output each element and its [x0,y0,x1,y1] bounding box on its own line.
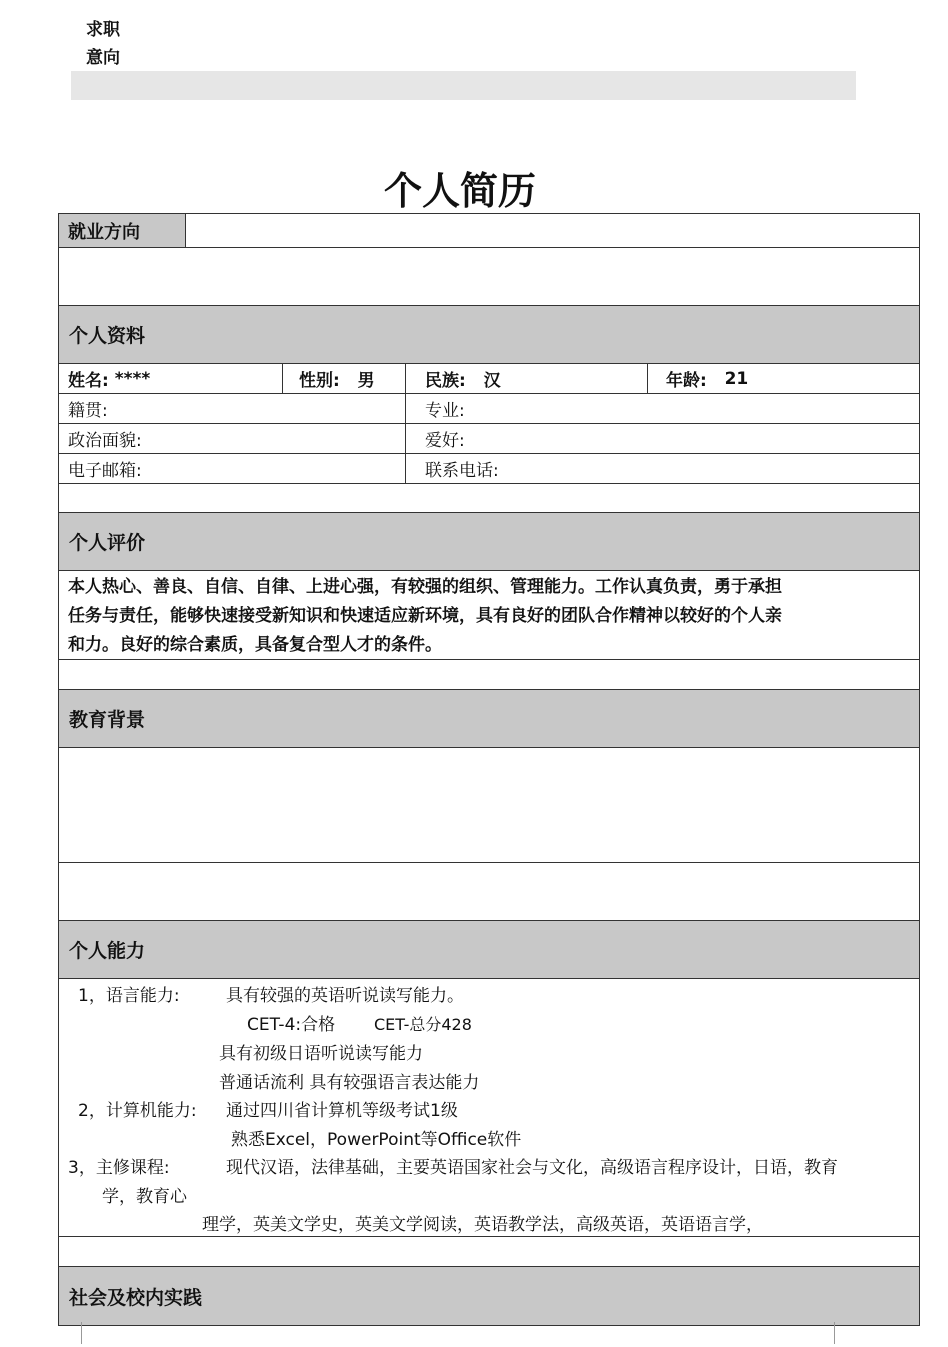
age-label: 年龄: [666,371,707,391]
courses-label: 3，主修课程: [68,1158,170,1178]
section-evaluation: 个人评价 [59,513,919,571]
section-practice: 社会及校内实践 [59,1267,919,1325]
name-label: 姓名: [68,371,109,391]
intent-label-line2: 意向 [86,48,120,68]
section-personal: 个人资料 [59,306,919,364]
age-value[interactable]: 21 [724,368,749,389]
name-cell [59,364,283,393]
blank-row [59,1237,919,1267]
blank-row [59,248,919,306]
phone-field[interactable]: 联系电话: [425,461,499,481]
gender-label: 性别: [299,371,340,391]
intent-label-line1: 求职 [86,20,120,40]
direction-row [59,214,919,248]
blank-row [59,484,919,513]
computer-label: 2，计算机能力: [78,1101,197,1121]
evaluation-line-1: 本人热心、善良、自信、自律、上进心强，有较强的组织、管理能力。工作认真负责，勇于承担 [68,577,782,597]
cet4-result: CET-4:合格 [247,1015,336,1035]
ability-content[interactable] [59,979,919,1237]
evaluation-line-2: 任务与责任，能够快速接受新知识和快速适应新环境，具有良好的团队合作精神以较好的个人亲 [68,606,782,626]
ethnic-cell [406,364,648,393]
hobby-field[interactable]: 爱好: [425,431,465,451]
page-title: 个人简历 [383,169,536,213]
blank-row [59,863,919,921]
personal-row-1 [59,364,919,394]
gender-cell [283,364,406,393]
ethnic-value[interactable]: 汉 [483,371,501,391]
education-content[interactable] [59,748,919,863]
direction-label: 就业方向 [59,214,186,247]
section-ability: 个人能力 [59,921,919,979]
personal-row-3 [59,424,919,454]
intent-field[interactable] [71,71,856,100]
section-education: 教育背景 [59,690,919,748]
personal-row-4 [59,454,919,484]
computer-line-2: 熟悉Excel，PowerPoint等Office软件 [231,1130,522,1150]
politics-field[interactable]: 政治面貌: [59,424,406,453]
hometown-field[interactable]: 籍贯: [59,394,406,423]
name-value[interactable]: **** [114,368,151,389]
gender-value[interactable]: 男 [357,371,375,391]
personal-row-2 [59,394,919,424]
evaluation-text[interactable] [59,571,919,660]
cet-total-score: CET-总分428 [374,1015,472,1034]
courses-line-3: 理学，英美文学史，英美文学阅读，英语教学法，高级英语，英语语言学， [202,1215,763,1235]
ethnic-label: 民族: [425,371,466,391]
language-line-3: 普通话流利 具有较强语言表达能力 [219,1073,480,1093]
computer-line-1: 通过四川省计算机等级考试1级 [226,1101,458,1121]
evaluation-line-3: 和力。良好的综合素质，具备复合型人才的条件。 [68,635,442,655]
margin-line-right [834,1322,835,1344]
blank-row [59,660,919,690]
email-field[interactable]: 电子邮箱: [59,454,406,483]
age-cell [648,364,919,393]
language-line-2: 具有初级日语听说读写能力 [219,1044,423,1064]
courses-line-2: 学，教育心 [102,1187,187,1207]
resume-table [58,213,920,1326]
language-label: 1，语言能力: [78,986,180,1006]
language-line-1: 具有较强的英语听说读写能力。 [226,986,464,1006]
direction-value[interactable] [186,214,919,247]
margin-line-left [81,1322,82,1344]
major-field[interactable]: 专业: [425,401,465,421]
courses-line-1: 现代汉语，法律基础，主要英语国家社会与文化，高级语言程序设计，日语，教育 [226,1158,838,1178]
